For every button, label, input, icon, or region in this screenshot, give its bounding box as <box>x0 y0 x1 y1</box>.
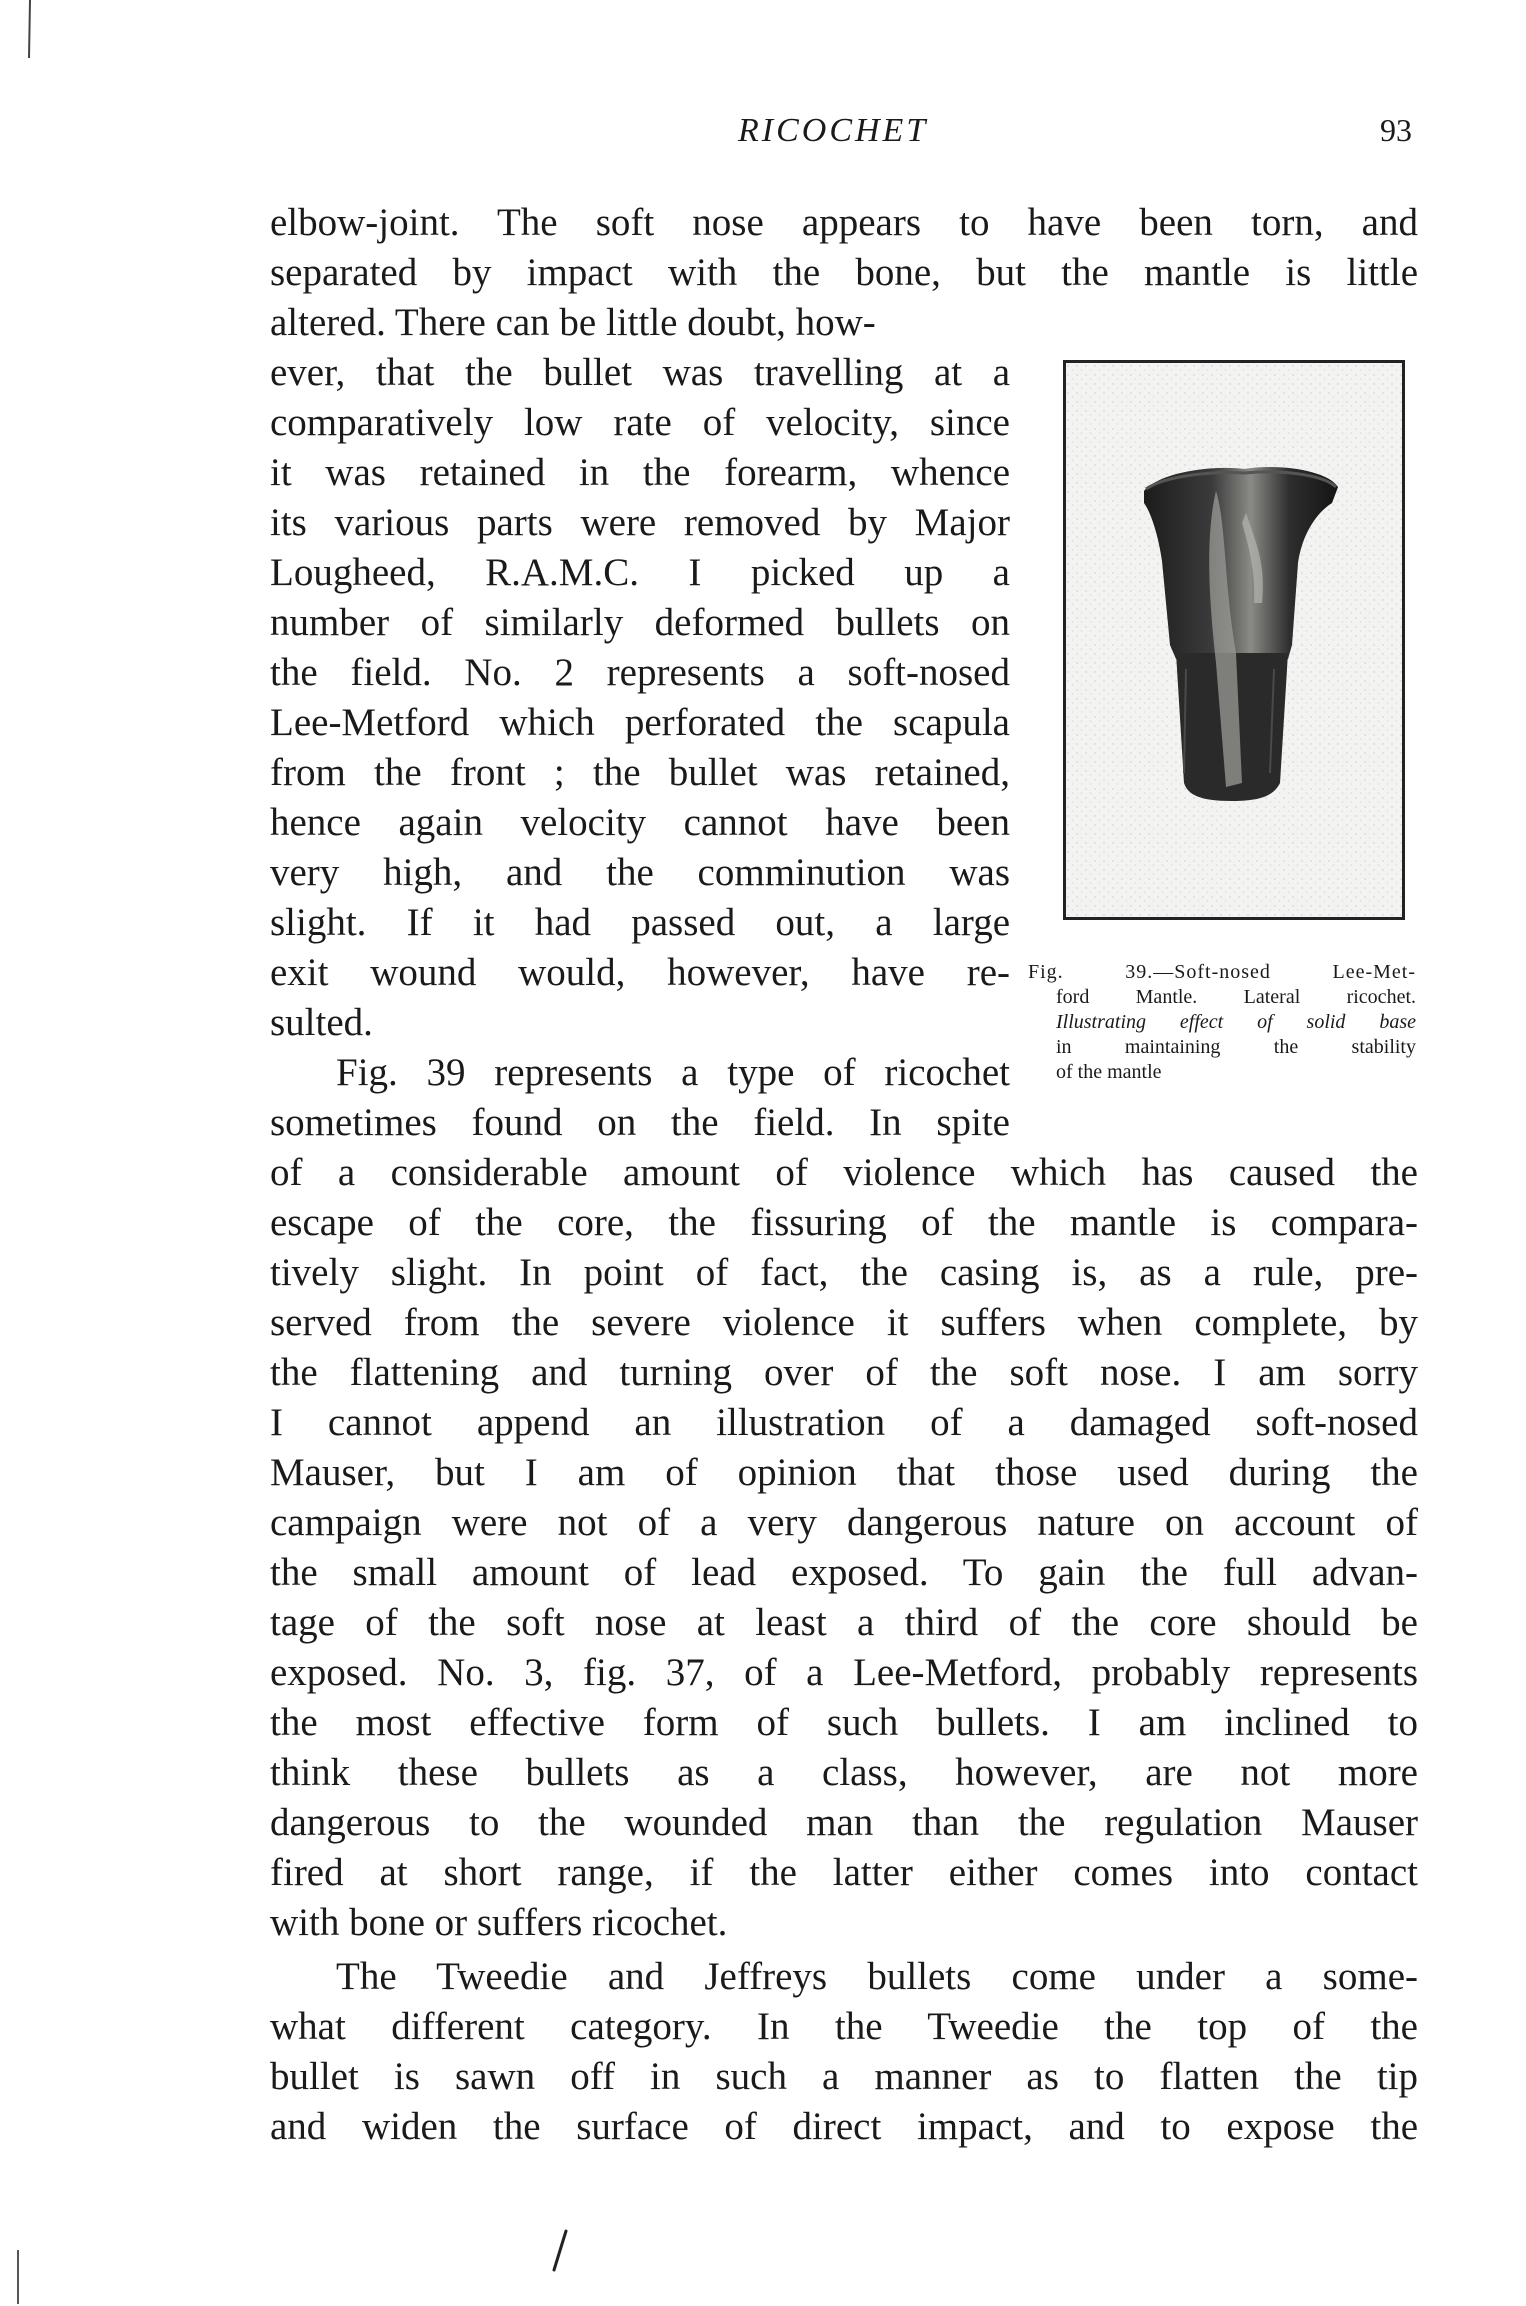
body-text-line: the flattening and turning over of the soft nose. I am sorry <box>270 1351 1418 1394</box>
body-text-line: The Tweedie and Jeffreys bullets come under a some- <box>336 1955 1418 1998</box>
body-text-line: Lee-Metford which perforated the scapula <box>270 701 1010 744</box>
body-text-line: campaign were not of a very dangerous nature on account of <box>270 1501 1418 1544</box>
body-text-line: I cannot append an illustration of a damaged soft-nosed <box>270 1401 1418 1444</box>
caption-line: ford Mantle. Lateral ricochet. <box>1056 986 1416 1008</box>
running-head <box>0 112 1526 162</box>
body-text-line: what different category. In the Tweedie the top of the <box>270 2005 1418 2048</box>
body-text-line: exposed. No. 3, fig. 37, of a Lee-Metford, probably represents <box>270 1651 1418 1694</box>
body-text-line: elbow-joint. The soft nose appears to have been torn, and <box>270 201 1418 244</box>
body-text-line: bullet is sawn off in such a manner as to flatten the tip <box>270 2055 1418 2098</box>
figure-39-illustration <box>1063 360 1405 920</box>
body-text-line: tively slight. In point of fact, the casing is, as a rule, pre- <box>270 1251 1418 1294</box>
body-text-line: slight. If it had passed out, a large <box>270 901 1010 944</box>
body-text-line: Mauser, but I am of opinion that those used during the <box>270 1451 1418 1494</box>
caption-line: in maintaining the stability <box>1056 1036 1416 1058</box>
scan-edge-mark <box>26 0 34 60</box>
body-text-line: it was retained in the forearm, whence <box>270 451 1010 494</box>
caption-line: of the mantle <box>1056 1061 1162 1083</box>
body-text-line: fired at short range, if the latter either comes into contact <box>270 1851 1418 1894</box>
pen-mark <box>548 2228 572 2274</box>
body-text-line: from the front ; the bullet was retained, <box>270 751 1010 794</box>
body-text-line: separated by impact with the bone, but the mantle is little <box>270 251 1418 294</box>
figure-caption <box>1028 960 1416 1085</box>
running-title: RICOCHET <box>738 112 929 149</box>
caption-line: Illustrating effect of solid base <box>1056 1011 1416 1033</box>
body-text-line: the field. No. 2 represents a soft-nosed <box>270 651 1010 694</box>
body-text-line: Fig. 39 represents a type of ricochet <box>336 1051 1010 1094</box>
body-text-line: think these bullets as a class, however, are not more <box>270 1751 1418 1794</box>
body-text-line: sulted. <box>270 1001 373 1044</box>
body-text-line: Lougheed, R.A.M.C. I picked up a <box>270 551 1010 594</box>
body-text-line: escape of the core, the fissuring of the mantle is compara- <box>270 1201 1418 1244</box>
body-text-line: number of similarly deformed bullets on <box>270 601 1010 644</box>
bullet-mantle-drawing <box>1066 363 1402 917</box>
body-text-line: its various parts were removed by Major <box>270 501 1010 544</box>
body-text-line: ever, that the bullet was travelling at a <box>270 351 1010 394</box>
body-text-line: with bone or suffers ricochet. <box>270 1901 728 1944</box>
body-text-line: hence again velocity cannot have been <box>270 801 1010 844</box>
body-text-line: the most effective form of such bullets. I am inclined to <box>270 1701 1418 1744</box>
page-number: 93 <box>1380 112 1412 148</box>
body-text-line: served from the severe violence it suffers when complete, by <box>270 1301 1418 1344</box>
body-text-line: altered. There can be little doubt, how- <box>270 301 876 344</box>
body-text-line: of a considerable amount of violence which has caused the <box>270 1151 1418 1194</box>
body-text-line: exit wound would, however, have re- <box>270 951 1010 994</box>
body-text-line: comparatively low rate of velocity, since <box>270 401 1010 444</box>
body-text-line: dangerous to the wounded man than the regulation Mauser <box>270 1801 1418 1844</box>
body-text-line: the small amount of lead exposed. To gain the full advan- <box>270 1551 1418 1594</box>
body-text-line: sometimes found on the field. In spite <box>270 1101 1010 1144</box>
body-text-line: tage of the soft nose at least a third of the core should be <box>270 1601 1418 1644</box>
scan-edge-mark <box>14 2250 22 2306</box>
caption-line: Fig. 39.—Soft-nosed Lee-Met- <box>1028 961 1416 983</box>
body-text-line: and widen the surface of direct impact, and to expose the <box>270 2105 1418 2148</box>
body-text-line: very high, and the comminution was <box>270 851 1010 894</box>
